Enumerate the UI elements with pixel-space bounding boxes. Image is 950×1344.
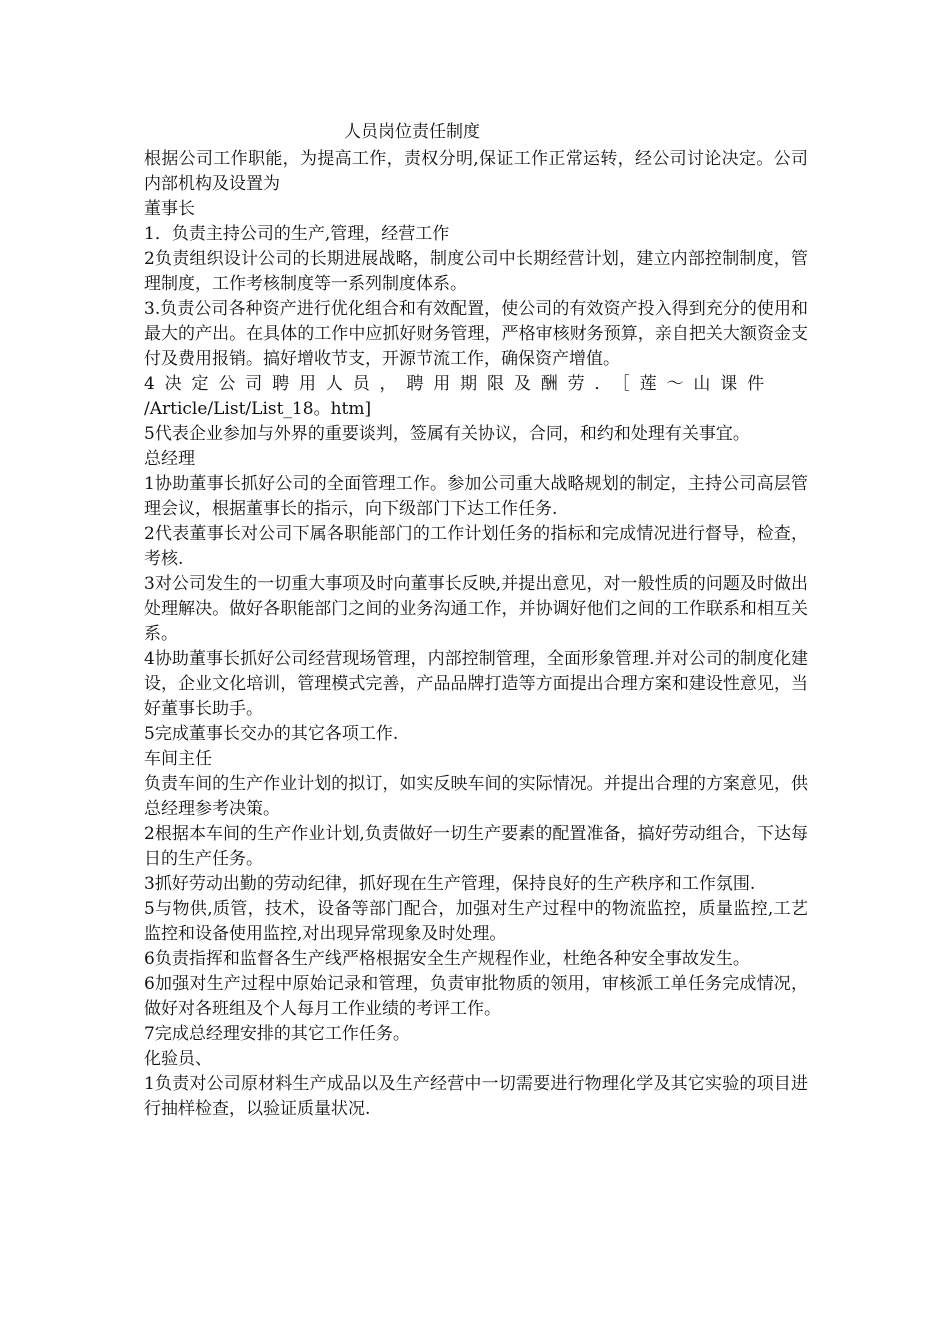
chairman-duty-3: 3.负责公司各种资产进行优化组合和有效配置，使公司的有效资产投入得到充分的使用和最大的产出。在具体的工作中应抓好财务管理，严格审核财务预算，亲自把关大额资金支付及费用报销。搞好增收节支，开源节流工作，确保资产增值。 xyxy=(144,299,808,369)
workshop-duty-6b: 6加强对生产过程中原始记录和管理，负责审批物质的领用，审核派工单任务完成情况，做好对各班组及个人每月工作业绩的考评工作。 xyxy=(144,974,808,1019)
workshop-duty-3: 3抓好劳动出勤的劳动纪律，抓好现在生产管理，保持良好的生产秩序和工作氛围. xyxy=(144,874,756,894)
chairman-duty-4-link: /Article/List/List_18。htm] xyxy=(144,399,372,419)
workshop-duty-7: 7完成总经理安排的其它工作任务。 xyxy=(144,1024,410,1044)
gm-duty-1: 1协助董事长抓好公司的全面管理工作。参加公司重大战略规划的制定，主持公司高层管理会议，根据董事长的指示，向下级部门下达工作任务. xyxy=(144,474,808,519)
intro-paragraph: 根据公司工作职能，为提高工作，责权分明,保证工作正常运转，经公司讨论决定。公司内部机构及设置为 xyxy=(144,149,808,194)
chairman-duty-1: 1．负责主持公司的生产,管理，经营工作 xyxy=(144,224,450,244)
gm-duty-4: 4协助董事长抓好公司经营现场管理，内部控制管理，全面形象管理.并对公司的制度化建设，企业文化培训，管理模式完善，产品品牌打造等方面提出合理方案和建设性意见，当好董事长助手。 xyxy=(144,649,808,719)
document-page xyxy=(144,120,808,1122)
section-heading-workshop-director: 车间主任 xyxy=(144,749,212,769)
chairman-duty-4: 4决定公司聘用人员，聘用期限及酬劳．［莲～山课件 xyxy=(144,374,774,394)
gm-duty-5: 5完成董事长交办的其它各项工作. xyxy=(144,724,399,744)
section-heading-lab-technician: 化验员、 xyxy=(144,1049,212,1069)
workshop-duty-5: 5与物供,质管，技术，设备等部门配合，加强对生产过程中的物流监控，质量监控,工艺监控和设备使用监控,对出现异常现象及时处理。 xyxy=(144,899,808,944)
chairman-duty-2: 2负责组织设计公司的长期进展战略，制度公司中长期经营计划，建立内部控制制度，管理制度，工作考核制度等一系列制度体系。 xyxy=(144,249,808,294)
document-title: 人员岗位责任制度 xyxy=(344,122,480,142)
chairman-duty-5: 5代表企业参加与外界的重要谈判，签属有关协议，合同，和约和处理有关事宜。 xyxy=(144,424,750,444)
gm-duty-2: 2代表董事长对公司下属各职能部门的工作计划任务的指标和完成情况进行督导，检查，考核. xyxy=(144,524,808,569)
section-heading-chairman: 董事长 xyxy=(144,199,195,219)
workshop-duty-1: 负责车间的生产作业计划的拟订，如实反映车间的实际情况。并提出合理的方案意见，供总经理参考决策。 xyxy=(144,774,808,819)
workshop-duty-6a: 6负责指挥和监督各生产线严格根据安全生产规程作业，杜绝各种安全事故发生。 xyxy=(144,949,750,969)
lab-duty-1: 1负责对公司原材料生产成品以及生产经营中一切需要进行物理化学及其它实验的项目进行抽样检查，以验证质量状况. xyxy=(144,1074,808,1119)
section-heading-general-manager: 总经理 xyxy=(144,449,195,469)
workshop-duty-2: 2根据本车间的生产作业计划,负责做好一切生产要素的配置准备，搞好劳动组合，下达每日的生产任务。 xyxy=(144,824,808,869)
gm-duty-3: 3对公司发生的一切重大事项及时向董事长反映,并提出意见，对一般性质的问题及时做出处理解决。做好各职能部门之间的业务沟通工作，并协调好他们之间的工作联系和相互关系。 xyxy=(144,574,808,644)
